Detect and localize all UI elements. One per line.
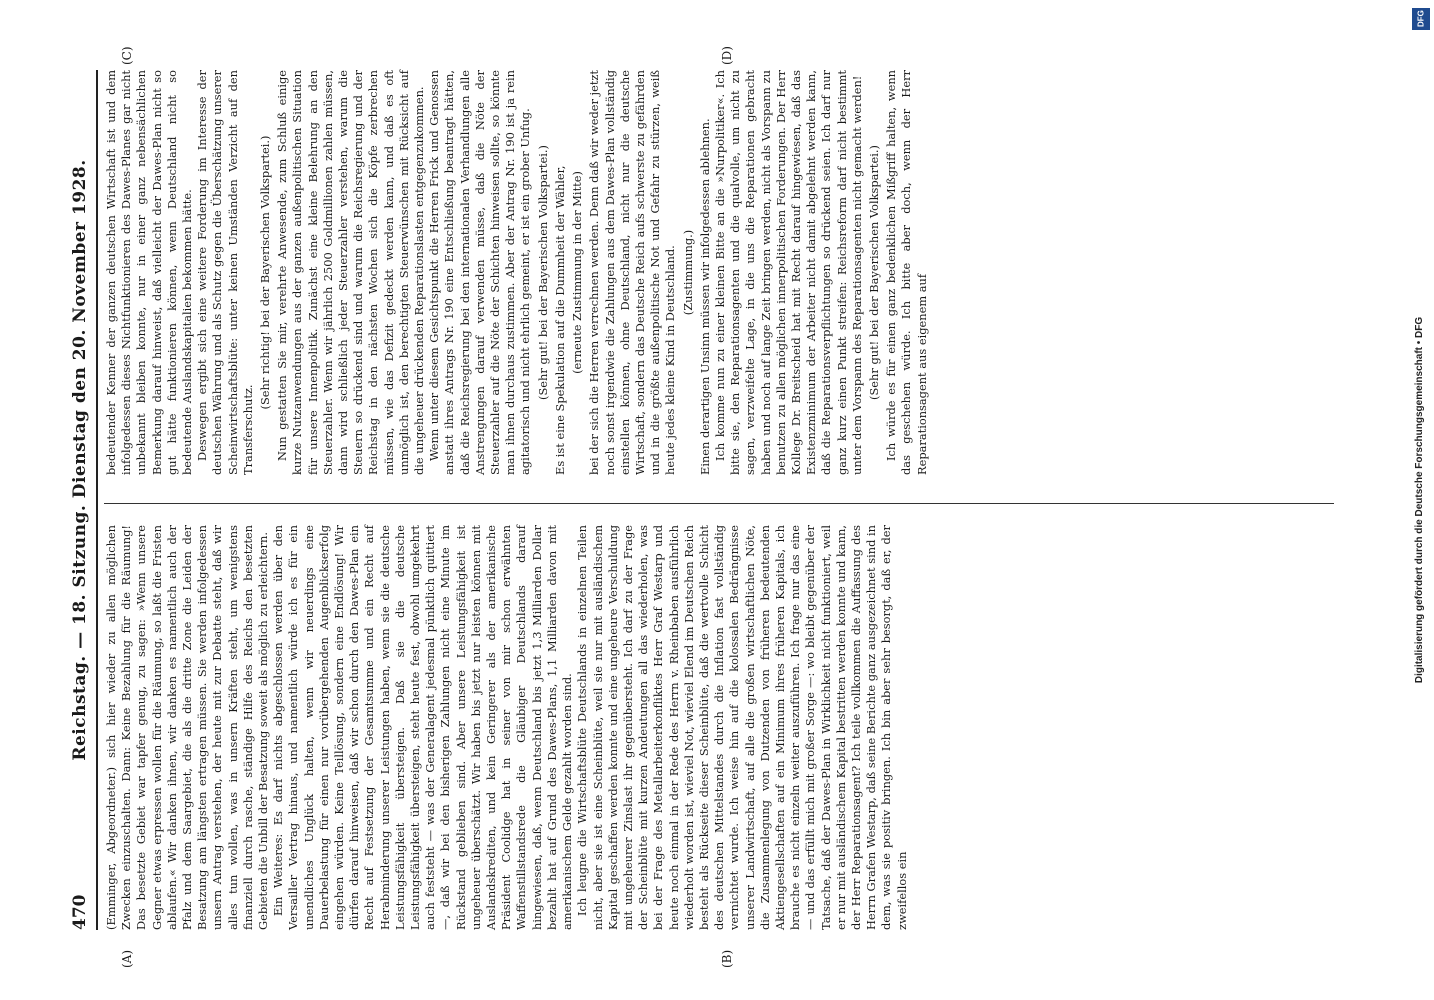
header-rule	[96, 70, 98, 930]
paragraph: bedeutender Kenner der ganzen deutschen Wirtschaft ist und dem infolgedessen dieses Nichtfunktionieren des Dawes-Planes gar nicht unbekannt bleiben konnte, nur in einer ganz nebensächlichen Bemerkung darauf hinweist, daß vielleicht der Dawes-Plan nicht so gut hätte funktionieren können, wenn Deutschland nicht so bedeutende Auslandskapitalien bekommen hätte.	[104, 70, 195, 475]
paragraph: Ich würde es für einen ganz bedenklichen Mißgriff halten, wenn das geschehen würde. Ich bitte aber doch, wenn der Herr Reparationsagent aus eigenem auf	[884, 70, 929, 475]
paragraph: Ich komme nun zu einer kleinen Bitte an die »Nurpolitiker«. Ich bitte sie, den Reparationsagenten und die qualvolle, um nicht zu sagen, verzweifelte Lage, in die uns die Reparationen gebracht haben und noch auf lange Zeit bringen werden, nicht als Vorspann zu benutzen zu allen möglichen innerpolitischen Forderungen. Der Herr Kollege Dr. Breitscheid hat mit Recht darauf hingewiesen, daß das Existenzminimum der Arbeiter nicht damit abgelehnt werden kann, daß die Reparationsverpflichtungen so drückend seien. Ich darf nur ganz kurz einen Punkt streifen: Reichsreform darf nicht bestimmt unter dem Vorspann des Reparationsagenten nicht gemacht werden!	[712, 70, 864, 475]
paragraph: Einen derartigen Unsinn müssen wir infolgedessen ablehnen.	[697, 118, 712, 475]
paragraph: bei der sich die Herren verrechnen werden. Denn daß wir weder jetzt noch sonst irgendwie die Zahlungen aus dem Dawes-Plan vollständig einstellen können, ohne Deutschland, nicht nur die deutsche Wirtschaft, sondern das Deutsche Reich aufs schwerste zu gefährden und in die größte außenpolitische Not und Gefahr zu stürzen, weiß heute jedes kleine Kind in Deutschland.	[587, 70, 678, 475]
paragraph: Nun gestatten Sie mir, verehrte Anwesende, zum Schluß einige kurze Nutzanwendungen aus der ganzen außenpolitischen Situation für unsere Innenpolitik. Zunächst eine kleine Belehrung an den Steuerzahler. Wenn wir jährlich 2500 Goldmillionen zahlen müssen, dann wird schließlich jeder Steuerzahler verstehen, warum die Steuern so drückend sind und warum die Reichsregierung und der Reichstag in den nächsten Wochen sich die Köpfe zerbrechen müssen, wie das Defizit gedeckt werden kann, und daß es oft unmöglich ist, den berechtigten Steuerwünschen mit Rücksicht auf die ungeheuer drückenden Reparationslasten entgegenzukommen.	[275, 70, 427, 475]
margin-marker-b: (B)	[720, 949, 734, 968]
credit-text: Digitalisierung gefördert durch die Deutsche Forschungsgemeinschaft • DFG	[1414, 316, 1425, 684]
paragraph: (Emminger, Abgeordneter.) sich hier wieder zu allen möglichen Zwecken einzuschalten. Dann: Keine Bezahlung für die Räumung! Das besetzte Gebiet war tapfer genug, zu sagen: »Wenn unsere Gegner etwas erpressen wollen für die Räumung, so laßt die Fristen ablaufen.« Wir danken ihnen, wir danken es namentlich auch der Pfalz und dem Saargebiet, die als die dritte Zone die Leiden der Besatzung am längsten ertragen müssen. Sie werden infolgedessen unsern Antrag verstehen, der heute mit zur Debatte steht, daß wir alles tun wollen, was in unsern Kräften steht, um wenigstens finanziell durch rasche, ständige Hilfe des Reichs den besetzten Gebieten die Unbill der Besatzung soweit als möglich zu erleichtern.	[104, 525, 271, 930]
page-number: 470	[70, 894, 90, 930]
scanned-page	[60, 30, 1350, 970]
left-column	[104, 525, 910, 930]
interjection: (erneute Zustimmung in der Mitte)	[570, 171, 585, 374]
margin-marker-d: (D)	[720, 46, 734, 65]
dfg-logo: DFG	[1412, 8, 1430, 30]
margin-marker-a: (A)	[120, 949, 134, 968]
paragraph: Wenn unter diesem Gesichtspunkt die Herren Frick und Genossen anstatt ihres Antrags Nr. 190 eine Entschließung beantragt hätten, daß die Reichsregierung bei den internationalen Verhandlungen alle Anstrengungen darauf verwenden müsse, daß die Nöte der Steuerzahler auf die Nöte der Schichten hinweisen sollte, so könnte man ihnen durchaus zustimmen. Aber der Antrag Nr. 190 ist ja rein agitatorisch und nicht ehrlich gemeint, er ist ein grober Unfug.	[427, 70, 533, 475]
column-divider	[104, 503, 1334, 504]
interjection: (Zustimmung.)	[680, 229, 695, 316]
interjection: (Sehr richtig! bei der Bayerischen Volkspartei.)	[258, 135, 273, 410]
margin-marker-c: (C)	[120, 46, 134, 65]
paragraph: Deswegen ergibt sich eine weitere Forderung im Interesse der deutschen Währung und als Schutz gegen die Überschätzung unserer Scheinwirtschaftsblüte: unter keinen Umständen Verzicht auf den Transferschutz.	[195, 70, 255, 475]
interjection: (Sehr gut! bei der Bayerischen Volkspartei.)	[535, 145, 550, 400]
page-title: Reichstag. — 18. Sitzung. Dienstag den 20. November 1928.	[70, 159, 90, 761]
interjection: (Sehr gut! bei der Bayerischen Volkspartei.)	[866, 145, 881, 400]
page-header	[70, 70, 98, 930]
rotated-page	[60, 30, 1350, 970]
right-column	[104, 70, 930, 475]
paragraph: Ein Weiteres: Es darf nichts abgeschlossen werden über den Versailler Vertrag hinaus, und namentlich würde ich es für ein unendliches Unglück halten, wenn wir neuerdings eine Dauerbelastung für einen nur vorübergehenden Augenblickserfolg eingehen würden. Keine Teillösung, sondern eine Endlösung! Wir dürfen darauf hinweisen, daß wir schon durch den Dawes-Plan ein Recht auf Festsetzung der Gesamtsumme und ein Recht auf Herabminderung unserer Leistungen haben, wenn sie die deutsche Leistungsfähigkeit übersteigen. Daß sie die deutsche Leistungsfähigkeit übersteigen, steht heute fest, obwohl umgekehrt auch feststeht — was der Generalagent jedesmal pünktlich quittiert —, daß wir bei den bisherigen Zahlungen nicht eine Minute im Rückstand geblieben sind. Aber unsere Leistungsfähigkeit ist ungeheuer überschätzt. Wir haben bis jetzt nur leisten können mit Auslandskrediten, und kein Geringerer als der amerikanische Präsident Coolidge hat in seiner von mir schon erwähnten Waffenstillstandsrede die Gläubiger Deutschlands darauf hingewiesen, daß, wenn Deutschland bis jetzt 1,3 Milliarden Dollar bezahlt hat auf Grund des Dawes-Plans, 1,1 Milliarden davon mit amerikanischem Gelde gezahlt worden sind.	[271, 525, 575, 930]
paragraph: Es ist eine Spekulation auf die Dummheit der Wähler,	[552, 165, 567, 475]
digitization-credit	[1412, 10, 1428, 990]
paragraph: Ich leugne die Wirtschaftsblüte Deutschlands in einzelnen Teilen nicht, aber sie ist eine Scheinblüte, weil sie nur mit ausländischem Kapital geschaffen werden konnte und eine ungeheure Verschuldung mit ungeheurer Zinslast ihr gegenübersteht. Ich darf zu der Frage der Scheinblüte mit kurzen Andeutungen all das wiederholen, was bei der Frage des Metallarbeiterkonfliktes Herr Graf Westarp und heute noch einmal in der Rede des Herrn v. Rheinbaben ausführlich wiederholt worden ist, wieviel Not, wieviel Elend im Deutschen Reich besteht als Rückseite dieser Scheinblüte, daß die wertvolle Schicht des deutschen Mittelstandes durch die Inflation fast vollständig vernichtet wurde. Ich weise hin auf die kolossalen Bedrängnisse unserer Landwirtschaft, auf alle die großen wirtschaftlichen Nöte, die Zusammenlegung von Dutzenden von früheren bedeutenden Aktiengesellschaften auf ein Minimum ihres früheren Kapitals, ich brauche es nicht einzeln weiter auszuführen. Ich frage nur das eine — und das erfüllt mich mit großer Sorge —: wo bleibt gegenüber der Tatsache, daß der Dawes-Plan in Wirklichkeit nicht funktioniert, weil er nur mit ausländischem Kapital bestritten werden konnte und kann, der Herr Reparationsagent? Ich teile vollkommen die Auffassung des Herrn Grafen Westarp, daß seine Berichte ganz ausgezeichnet sind in dem, was sie positiv bringen. Ich bin aber sehr besorgt, daß er, der zweifellos ein	[575, 525, 909, 930]
